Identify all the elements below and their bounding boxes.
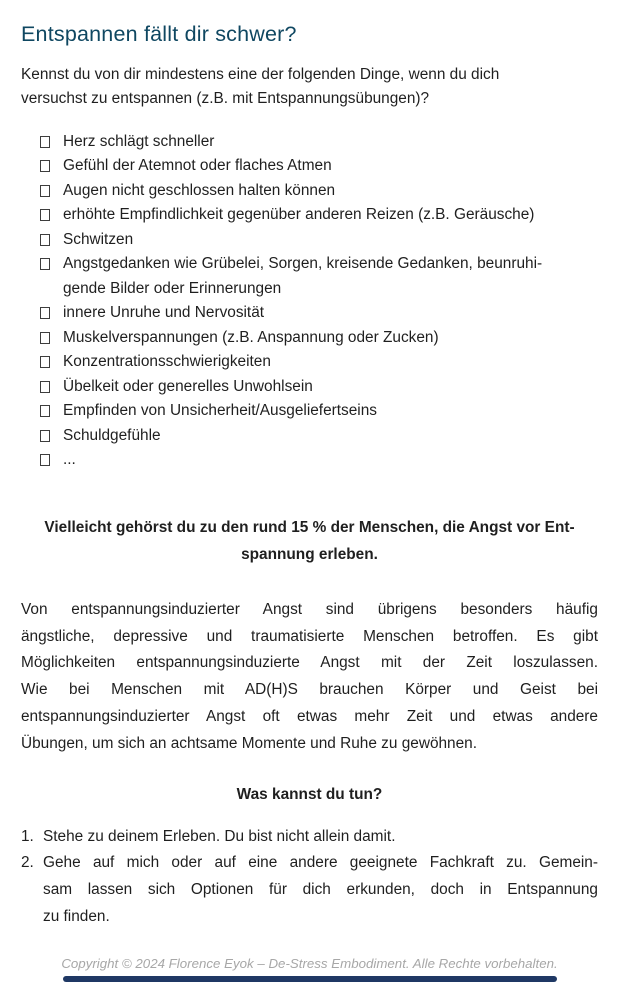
checkbox-icon — [40, 136, 50, 148]
checklist-item-label: erhöhte Empfindlichkeit gegenüber anderen Reizen (z.B. Geräusche) — [63, 206, 535, 224]
checkbox-icon — [40, 258, 50, 270]
checkbox-icon — [40, 356, 50, 368]
page-bottom-bar — [63, 976, 557, 982]
checkbox-icon — [40, 209, 50, 221]
checklist-item-label: Schwitzen — [63, 230, 134, 248]
checklist-item-label: Muskelverspannungen (z.B. Anspannung oder Zucken) — [63, 328, 439, 346]
checkbox-icon — [40, 454, 50, 466]
checkbox-icon — [40, 405, 50, 417]
checkbox-icon — [40, 160, 50, 172]
action-steps-list — [21, 824, 598, 931]
page-title: Entspannen fällt dir schwer? — [21, 22, 297, 46]
checklist-item-label: Empfinden von Unsicherheit/Ausgeliefertseins — [63, 402, 377, 420]
checklist-item-label: Angstgedanken wie Grübelei, Sorgen, kreisende Gedanken, beunruhi- gende Bilder oder Erinnerungen — [63, 255, 543, 297]
step-number: 1. — [21, 827, 34, 845]
step-text: Gehe auf mich oder auf eine andere geeignete Fachkraft zu. Gemein- sam lassen sich Optionen für dich erkunden, doch in Entspannung zu finden. — [43, 854, 598, 926]
checklist-item-label: innere Unruhe und Nervosität — [63, 304, 265, 322]
document-page — [0, 21, 619, 973]
checklist-item — [40, 301, 598, 326]
checklist-item — [40, 350, 598, 375]
checklist-item-label: Gefühl der Atemnot oder flaches Atmen — [63, 157, 332, 175]
checklist-item — [40, 130, 598, 155]
checklist-item — [40, 375, 598, 400]
highlight-statement: Vielleicht gehörst du zu den rund 15 % der Menschen, die Angst vor Ent- spannung erleben. — [44, 518, 575, 564]
checkbox-icon — [40, 307, 50, 319]
checklist-item — [40, 203, 598, 228]
symptom-checklist — [40, 130, 598, 473]
checklist-item — [40, 252, 598, 301]
checkbox-icon — [40, 185, 50, 197]
step-number: 2. — [21, 854, 34, 872]
checklist-item — [40, 154, 598, 179]
checkbox-icon — [40, 234, 50, 246]
checkbox-icon — [40, 381, 50, 393]
checklist-item — [40, 179, 598, 204]
checklist-item — [40, 448, 598, 473]
checklist-item-label: Augen nicht geschlossen halten können — [63, 181, 336, 199]
step-text: Stehe zu deinem Erleben. Du bist nicht allein damit. — [43, 827, 396, 845]
checklist-item-label: ... — [63, 451, 76, 469]
checklist-item-label: Übelkeit oder generelles Unwohlsein — [63, 377, 313, 395]
checklist-item-label: Schuldgefühle — [63, 426, 161, 444]
checklist-item — [40, 326, 598, 351]
list-item — [21, 850, 598, 930]
checklist-item-label: Konzentrationsschwierigkeiten — [63, 353, 271, 371]
copyright-notice: Copyright © 2024 Florence Eyok – De-Stress Embodiment. Alle Rechte vorbehalten. — [61, 955, 558, 971]
checkbox-icon — [40, 430, 50, 442]
checklist-item — [40, 424, 598, 449]
intro-paragraph: Kennst du von dir mindestens eine der folgenden Dinge, wenn du dich versuchst zu entspannen (z.B. mit Entspannungsübungen)? — [21, 65, 500, 107]
section-subheading: Was kannst du tun? — [236, 785, 383, 803]
checklist-item-label: Herz schlägt schneller — [63, 132, 215, 150]
list-item — [21, 824, 598, 851]
checkbox-icon — [40, 332, 50, 344]
checklist-item — [40, 228, 598, 253]
body-paragraph: Von entspannungsinduzierter Angst sind übrigens besonders häufig ängstliche, depressive und traumatisierte Menschen betroffen. Es gibt Möglichkeiten entspannungsinduzierte Angst mit der Zeit loszulassen. Wie bei Menschen mit AD(H)S brauchen Körper und Geist bei entspannungsinduzierter Angst oft etwas mehr Zeit und etwas andere Übungen, um sich an achtsame Momente und Ruhe zu gewöhnen. — [21, 600, 598, 752]
checklist-item — [40, 399, 598, 424]
